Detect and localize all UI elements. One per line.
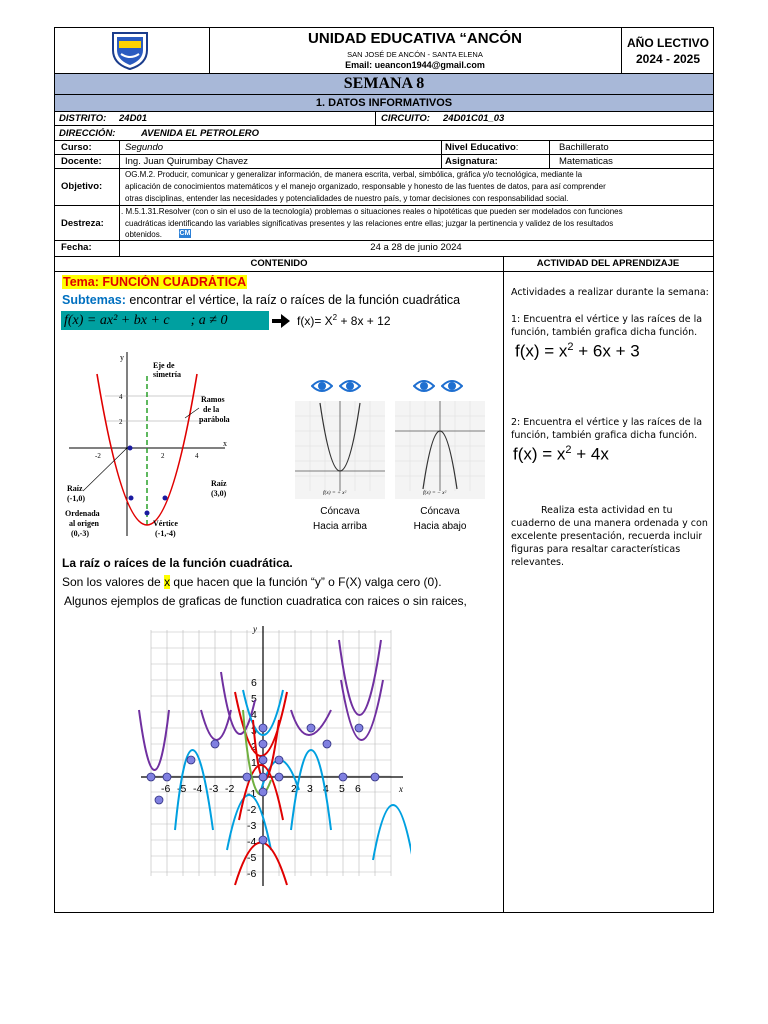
column-actividad: ACTIVIDAD DEL APRENDIZAJE bbox=[536, 258, 680, 269]
destreza-line-3: obtenidos. bbox=[125, 230, 162, 239]
docente-label: Docente: bbox=[61, 156, 102, 167]
grid-x-tick: 6 bbox=[355, 783, 361, 795]
grid-y-tick: 1 bbox=[251, 757, 257, 769]
activity-1-function-rest: + 6x + 3 bbox=[573, 341, 640, 361]
activity-2-function-rest: + 4x bbox=[571, 444, 609, 464]
circuito-value: 24D01C01_03 bbox=[443, 113, 505, 124]
grid-y-tick: 2 bbox=[251, 741, 257, 753]
diagram-vertice-1: Vértice bbox=[153, 519, 178, 528]
grid-x-tick: -3 bbox=[209, 783, 219, 795]
activity-2-line-2: función, también grafica dicha función. bbox=[511, 430, 698, 441]
grid-y-tick: 5 bbox=[251, 693, 257, 705]
roots-x-highlight: x bbox=[164, 575, 171, 589]
eye-icon bbox=[339, 378, 361, 394]
diagram-vertice-2: (-1,-4) bbox=[155, 529, 176, 538]
diagram-raiz-left-2: (-1,0) bbox=[67, 494, 85, 503]
diagram-ordenada-2: al origen bbox=[69, 519, 99, 528]
asignatura-label: Asignatura: bbox=[445, 156, 498, 167]
diagram-raiz-right-2: (3,0) bbox=[211, 489, 227, 498]
concave-up-label-2: Hacia arriba bbox=[313, 521, 367, 532]
roots-text bbox=[62, 575, 442, 589]
activity-1-function bbox=[515, 341, 640, 362]
eye-icon bbox=[311, 378, 333, 394]
direccion-label: DIRECCIÓN: bbox=[59, 128, 116, 139]
arrow-right-icon bbox=[271, 313, 291, 329]
fecha-value: 24 a 28 de junio 2024 bbox=[370, 242, 462, 253]
diagram-tick-neg2: -2 bbox=[95, 452, 101, 460]
concave-down-caption: f(x) = − x² bbox=[423, 490, 447, 496]
concave-down-graph bbox=[395, 401, 485, 499]
activity-1-function-exp: 2 bbox=[567, 341, 574, 353]
week-title: SEMANA 8 bbox=[55, 74, 713, 94]
docente-value: Ing. Juan Quirumbay Chavez bbox=[125, 156, 249, 167]
roots-title: La raíz o raíces de la función cuadrática. bbox=[62, 556, 293, 570]
activity-2-function bbox=[513, 444, 609, 465]
grid-y-label: y bbox=[253, 624, 257, 634]
diagram-eje-1: Eje de bbox=[153, 361, 175, 370]
activity-note-line-5: relevantes. bbox=[511, 557, 565, 568]
destreza-line-2: cuadráticas identificando las variables significativas presentes y las relaciones entre ellas; juzgar la pertinencia y validez de los resultados bbox=[125, 219, 614, 228]
activity-note-line-3: excelente presentación, recuerda incluir bbox=[511, 531, 703, 542]
objetivo-line-3: otras disciplinas, entender las necesidades y potencialidades de nuestro país, y tomar decisiones con responsabilidad social. bbox=[125, 194, 569, 203]
grid-x-tick: 3 bbox=[307, 783, 313, 795]
objetivo-line-2: aplicación de conocimientos matemáticos y el manejo organizado, responsable y honesto de las fuentes de datos, para así comprender bbox=[125, 182, 606, 191]
formula-example bbox=[297, 313, 391, 328]
formula-general: f(x) = ax² + bx + c ; a ≠ 0 bbox=[61, 311, 269, 330]
grid-x-tick: 4 bbox=[323, 783, 329, 795]
column-contenido: CONTENIDO bbox=[250, 258, 308, 269]
section-title: 1. DATOS INFORMATIVOS bbox=[55, 95, 713, 111]
destreza-badge: CM bbox=[179, 230, 191, 237]
formula-example-suffix: + 8x + 12 bbox=[337, 314, 391, 328]
diagram-eje-2: simetría bbox=[153, 370, 181, 379]
subtemas-text: encontrar el vértice, la raíz o raíces de la función cuadrática bbox=[125, 293, 461, 307]
diagram-ramos-1: Ramos bbox=[201, 395, 225, 404]
diagram-tick-4: 4 bbox=[119, 393, 123, 401]
distrito-value: 24D01 bbox=[119, 113, 147, 124]
destreza-line-1: . M.5.1.31.Resolver (con o sin el uso de la tecnología) problemas o situaciones reales o hipotéticas que pueden ser modelados con funciones bbox=[121, 207, 623, 216]
nivel-value: Bachillerato bbox=[559, 142, 609, 153]
diagram-tick-2: 2 bbox=[119, 418, 123, 426]
diagram-tick-x2: 2 bbox=[161, 452, 165, 460]
subtemas-label: Subtemas: bbox=[62, 293, 126, 307]
grid-x-tick: -4 bbox=[193, 783, 203, 795]
diagram-tick-x4: 4 bbox=[195, 452, 199, 460]
concave-down-label-2: Hacia abajo bbox=[413, 521, 467, 532]
activity-2-line-1: 2: Encuentra el vértice y las raíces de la bbox=[511, 417, 703, 428]
objetivo-label: Objetivo: bbox=[61, 181, 103, 192]
roots-text-2: que hacen que la función “y” o F(X) valga cero (0). bbox=[170, 575, 442, 589]
grid-x-tick: 2 bbox=[291, 783, 297, 795]
grid-y-tick: -5 bbox=[247, 852, 257, 864]
fecha-label: Fecha: bbox=[61, 242, 92, 253]
year-label: AÑO LECTIVO bbox=[626, 36, 709, 50]
concave-up-label-1: Cóncava bbox=[320, 506, 360, 517]
grid-y-tick: 6 bbox=[251, 677, 257, 689]
roots-text-1: Son los valores de bbox=[62, 575, 165, 589]
concave-down-label-1: Cóncava bbox=[420, 506, 460, 517]
diagram-ordenada-3: (0,-3) bbox=[71, 529, 89, 538]
objetivo-line-1: OG.M.2. Producir, comunicar y generalizar información, de manera escrita, verbal, simbólica, gráfica y/o tecnológica, mediante la bbox=[125, 170, 583, 179]
parabola-examples-grid bbox=[131, 620, 411, 892]
parabola-diagram bbox=[65, 346, 245, 541]
school-name: UNIDAD EDUCATIVA “ANCÓN bbox=[308, 30, 522, 47]
diagram-raiz-right-1: Raíz bbox=[211, 479, 227, 488]
formula-example-exp: 2 bbox=[332, 313, 338, 322]
diagram-ramos-3: parábola bbox=[199, 415, 230, 424]
grid-x-tick: -2 bbox=[225, 783, 235, 795]
examples-text: Algunos ejemplos de graficas de function cuadratica con raices o sin raices, bbox=[64, 594, 467, 608]
nivel-label bbox=[445, 142, 518, 153]
nivel-label-text: Nivel Educativo bbox=[445, 142, 516, 153]
activity-2-function-exp: 2 bbox=[565, 444, 572, 456]
subtemas-line bbox=[62, 293, 460, 307]
grid-y-tick: -3 bbox=[247, 820, 257, 832]
diagram-y-label: y bbox=[120, 353, 124, 362]
grid-x-tick: -6 bbox=[161, 783, 171, 795]
grid-y-tick: -2 bbox=[247, 804, 257, 816]
activity-1-line-1: 1: Encuentra el vértice y las raíces de la bbox=[511, 314, 703, 325]
activity-2-function-base: f(x) = x bbox=[513, 444, 566, 464]
curso-label: Curso: bbox=[61, 142, 92, 153]
circuito-label: CIRCUITO: bbox=[381, 113, 430, 124]
activity-1-function-base: f(x) = x bbox=[515, 341, 568, 361]
eye-icon bbox=[413, 378, 435, 394]
diagram-x-label: x bbox=[223, 439, 227, 448]
destreza-label: Destreza: bbox=[61, 218, 104, 229]
activity-note-line-1: Realiza esta actividad en tu bbox=[541, 505, 673, 516]
tema-title: Tema: FUNCIÓN CUADRÁTICA bbox=[63, 275, 247, 289]
direccion-value: AVENIDA EL PETROLERO bbox=[141, 128, 260, 139]
grid-x-label: x bbox=[399, 784, 403, 794]
grid-y-tick: -4 bbox=[247, 836, 257, 848]
activities-intro: Actividades a realizar durante la semana: bbox=[511, 287, 709, 298]
eye-icon bbox=[441, 378, 463, 394]
diagram-ramos-2: de la bbox=[203, 405, 220, 414]
activity-note-line-4: figuras para resaltar características bbox=[511, 544, 681, 555]
school-logo bbox=[107, 30, 153, 70]
concave-up-graph bbox=[295, 401, 385, 499]
year-value: 2024 - 2025 bbox=[635, 52, 701, 66]
grid-x-tick: 5 bbox=[339, 783, 345, 795]
asignatura-value: Matematicas bbox=[559, 156, 613, 167]
grid-y-tick: -1 bbox=[247, 788, 257, 800]
grid-y-tick: -6 bbox=[247, 868, 257, 880]
school-address: SAN JOSÉ DE ANCÓN - SANTA ELENA bbox=[347, 50, 483, 59]
grid-y-tick: 4 bbox=[251, 709, 257, 721]
concave-up-caption: f(x) = + x² bbox=[323, 490, 347, 496]
diagram-ordenada-1: Ordenada bbox=[65, 509, 100, 518]
diagram-raiz-left-1: Raíz bbox=[67, 484, 83, 493]
formula-example-prefix: f(x)= X bbox=[297, 314, 333, 328]
document-page bbox=[54, 27, 714, 913]
grid-y-tick: 3 bbox=[251, 725, 257, 737]
grid-x-tick: -5 bbox=[177, 783, 187, 795]
curso-value: Segundo bbox=[125, 142, 164, 153]
activity-note-line-2: cuaderno de una manera ordenada y con bbox=[511, 518, 708, 529]
distrito-label: DISTRITO: bbox=[59, 113, 107, 124]
school-email: Email: ueancon1944@gmail.com bbox=[345, 60, 485, 70]
nivel-label-colon: : bbox=[515, 142, 519, 153]
activity-1-line-2: función, también grafica dicha función. bbox=[511, 327, 698, 338]
